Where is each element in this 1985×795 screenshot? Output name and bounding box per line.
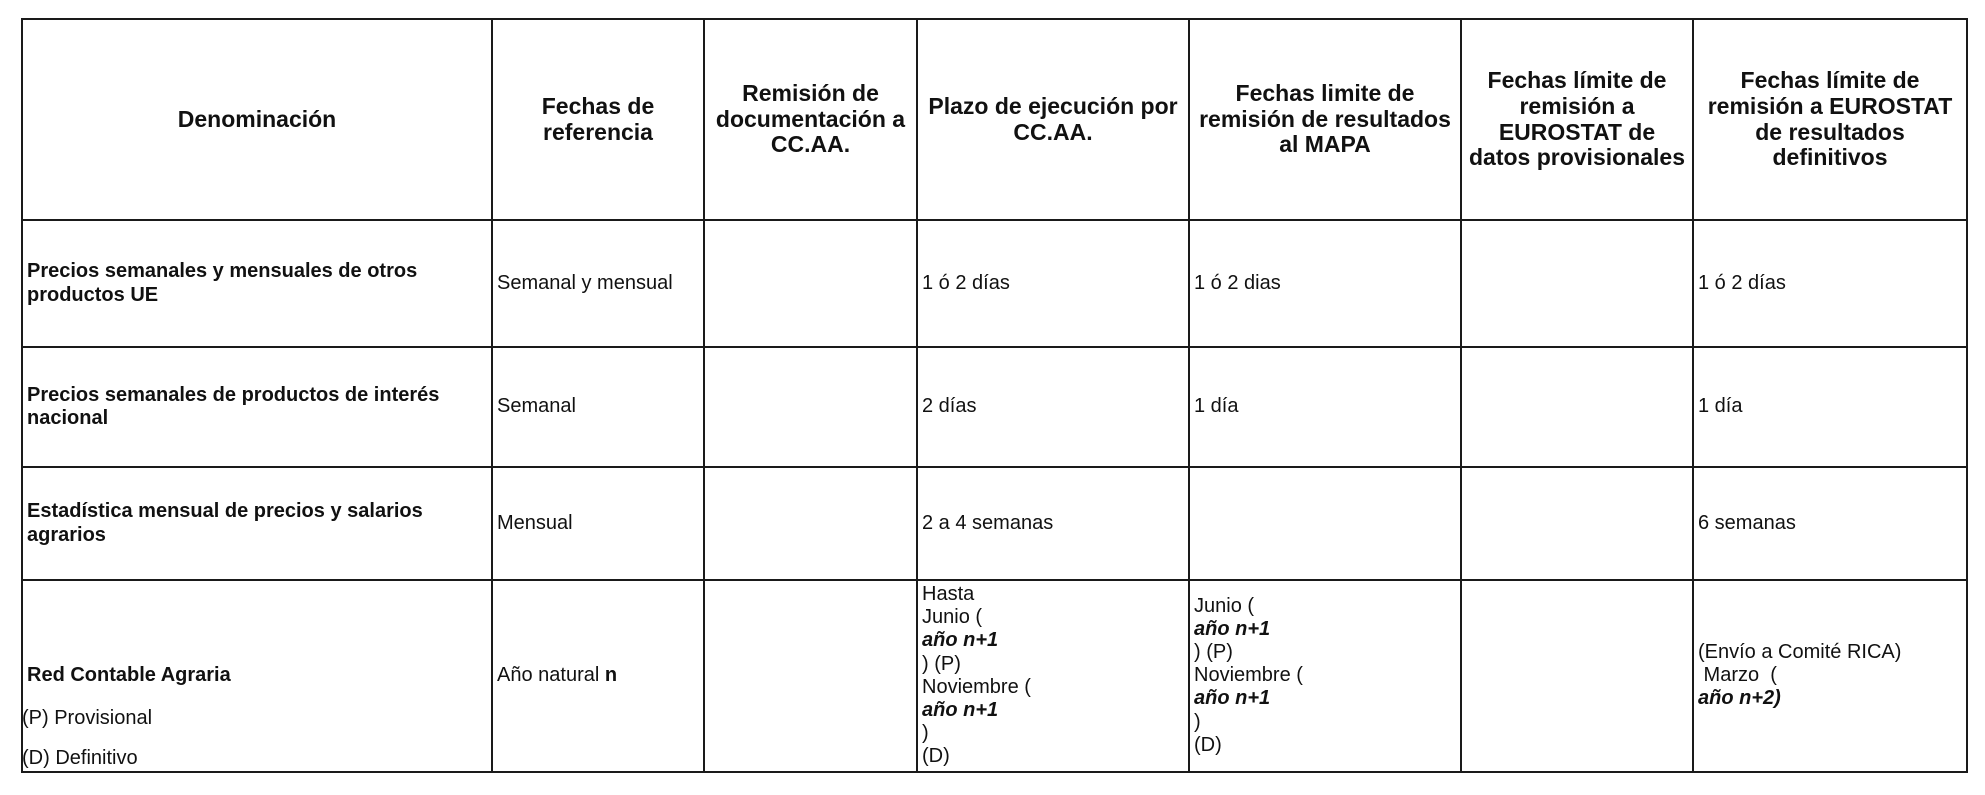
row-referencia: Semanal y mensual (492, 220, 704, 347)
row-referencia: Mensual (492, 467, 704, 580)
row-mapa: 1 ó 2 dias (1189, 220, 1461, 347)
row-referencia: Semanal (492, 347, 704, 467)
row-eurostat-def: 1 ó 2 días (1693, 220, 1967, 347)
row-eurostat-prov (1461, 347, 1693, 467)
row-name: Precios semanales y mensuales de otros productos UE (22, 220, 492, 347)
row-remision-doc (704, 347, 917, 467)
row-name: Red Contable Agraria (22, 580, 492, 772)
row-plazo: 2 días (917, 347, 1189, 467)
row-eurostat-def: (Envío a Comité RICA) Marzo ( año n+2) (1693, 580, 1967, 772)
row-eurostat-prov (1461, 467, 1693, 580)
header-denominacion: Denominación (22, 19, 492, 220)
row-remision-doc (704, 467, 917, 580)
row-plazo: 2 a 4 semanas (917, 467, 1189, 580)
header-fechas-referencia: Fechas de referencia (492, 19, 704, 220)
legend-notes (22, 708, 152, 788)
row-remision-doc (704, 580, 917, 772)
row-plazo: Hasta Junio ( año n+1 ) (P) Noviembre ( año n+1 ) (D) (917, 580, 1189, 772)
row-remision-doc (704, 220, 917, 347)
table-row (22, 347, 1967, 467)
row-eurostat-prov (1461, 220, 1693, 347)
header-remision-mapa: Fechas limite de remisión de resultados al MAPA (1189, 19, 1461, 220)
table-row (22, 580, 1967, 772)
row-mapa: Junio ( año n+1 ) (P) Noviembre ( año n+1 ) (D) (1189, 580, 1461, 772)
row-plazo: 1 ó 2 días (917, 220, 1189, 347)
header-remision-documentacion: Remisión de documentación a CC.AA. (704, 19, 917, 220)
row-eurostat-def: 1 día (1693, 347, 1967, 467)
header-eurostat-provisionales: Fechas límite de remisión a EUROSTAT de datos provisionales (1461, 19, 1693, 220)
note-provisional: (P) Provisional (22, 707, 153, 729)
header-plazo-ejecucion: Plazo de ejecución por CC.AA. (917, 19, 1189, 220)
row-mapa: 1 día (1189, 347, 1461, 467)
row-mapa (1189, 467, 1461, 580)
table-row (22, 220, 1967, 347)
year-n-marker: n (604, 664, 618, 687)
table-row (22, 467, 1967, 580)
calendar-table (21, 18, 1968, 773)
note-definitivo: (D) Definitivo (22, 747, 138, 769)
row-eurostat-prov (1461, 580, 1693, 772)
header-eurostat-definitivos: Fechas límite de remisión a EUROSTAT de resultados definitivos (1693, 19, 1967, 220)
row-name: Estadística mensual de precios y salarios agrarios (22, 467, 492, 580)
header-row (22, 19, 1967, 220)
row-referencia: Año natural n (492, 580, 704, 772)
row-eurostat-def: 6 semanas (1693, 467, 1967, 580)
row-name: Precios semanales de productos de interés nacional (22, 347, 492, 467)
